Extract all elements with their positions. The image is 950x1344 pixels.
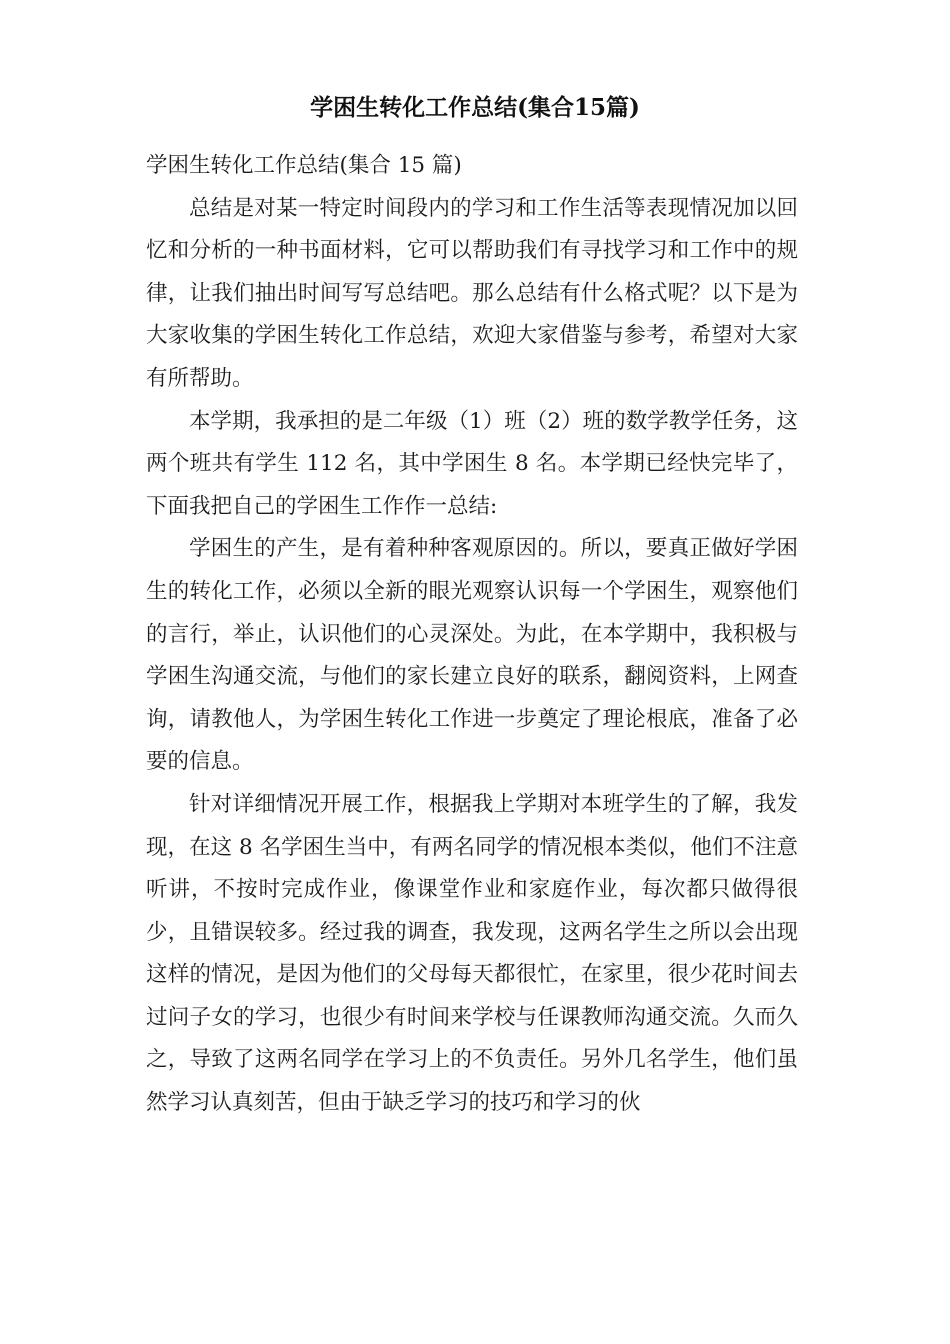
paragraph-causes: 学困生的产生，是有着种种客观原因的。所以，要真正做好学困生的转化工作，必须以全新的眼光观察认识每一个学困生，观察他们的言行，举止，认识他们的心灵深处。为此，在本学期中，我积极与学困生沟通交流，与他们的家长建立良好的联系，翻阅资料，上网查询，请教他人，为学困生转化工作进一步奠定了理论根底，准备了必要的信息。 xyxy=(146,536,798,775)
paragraph-approach: 针对详细情况开展工作，根据我上学期对本班学生的了解，我发现，在这 8 名学困生当中，有两名同学的情况根本类似，他们不注意听讲，不按时完成作业，像课堂作业和家庭作业，每次都只做得很少，且错误较多。经过我的调查，我发现，这两名学生之所以会出现这样的情况，是因为他们的父母每天都很忙，在家里，很少花时间去过问子女的学习，也很少有时间来学校与任课教师沟通交流。久而久之，导致了这两名同学在学习上的不负责任。另外几名学生，他们虽然学习认真刻苦，但由于缺乏学习的技巧和学习的伙 xyxy=(146,791,798,1116)
document-body xyxy=(146,145,798,1125)
document-subtitle: 学困生转化工作总结(集合 15 篇) xyxy=(146,153,462,178)
paragraph-intro: 总结是对某一特定时间段内的学习和工作生活等表现情况加以回忆和分析的一种书面材料，它可以帮助我们有寻找学习和工作中的规律，让我们抽出时间写写总结吧。那么总结有什么格式呢？以下是为大家收集的学困生转化工作总结，欢迎大家借鉴与参考，希望对大家有所帮助。 xyxy=(146,195,798,391)
paragraph-semester: 本学期，我承担的是二年级（1）班（2）班的数学教学任务，这两个班共有学生 112 名，其中学困生 8 名。本学期已经快完毕了，下面我把自己的学困生工作作一总结: xyxy=(146,408,798,519)
document-title: 学困生转化工作总结(集合15篇) xyxy=(310,94,640,121)
